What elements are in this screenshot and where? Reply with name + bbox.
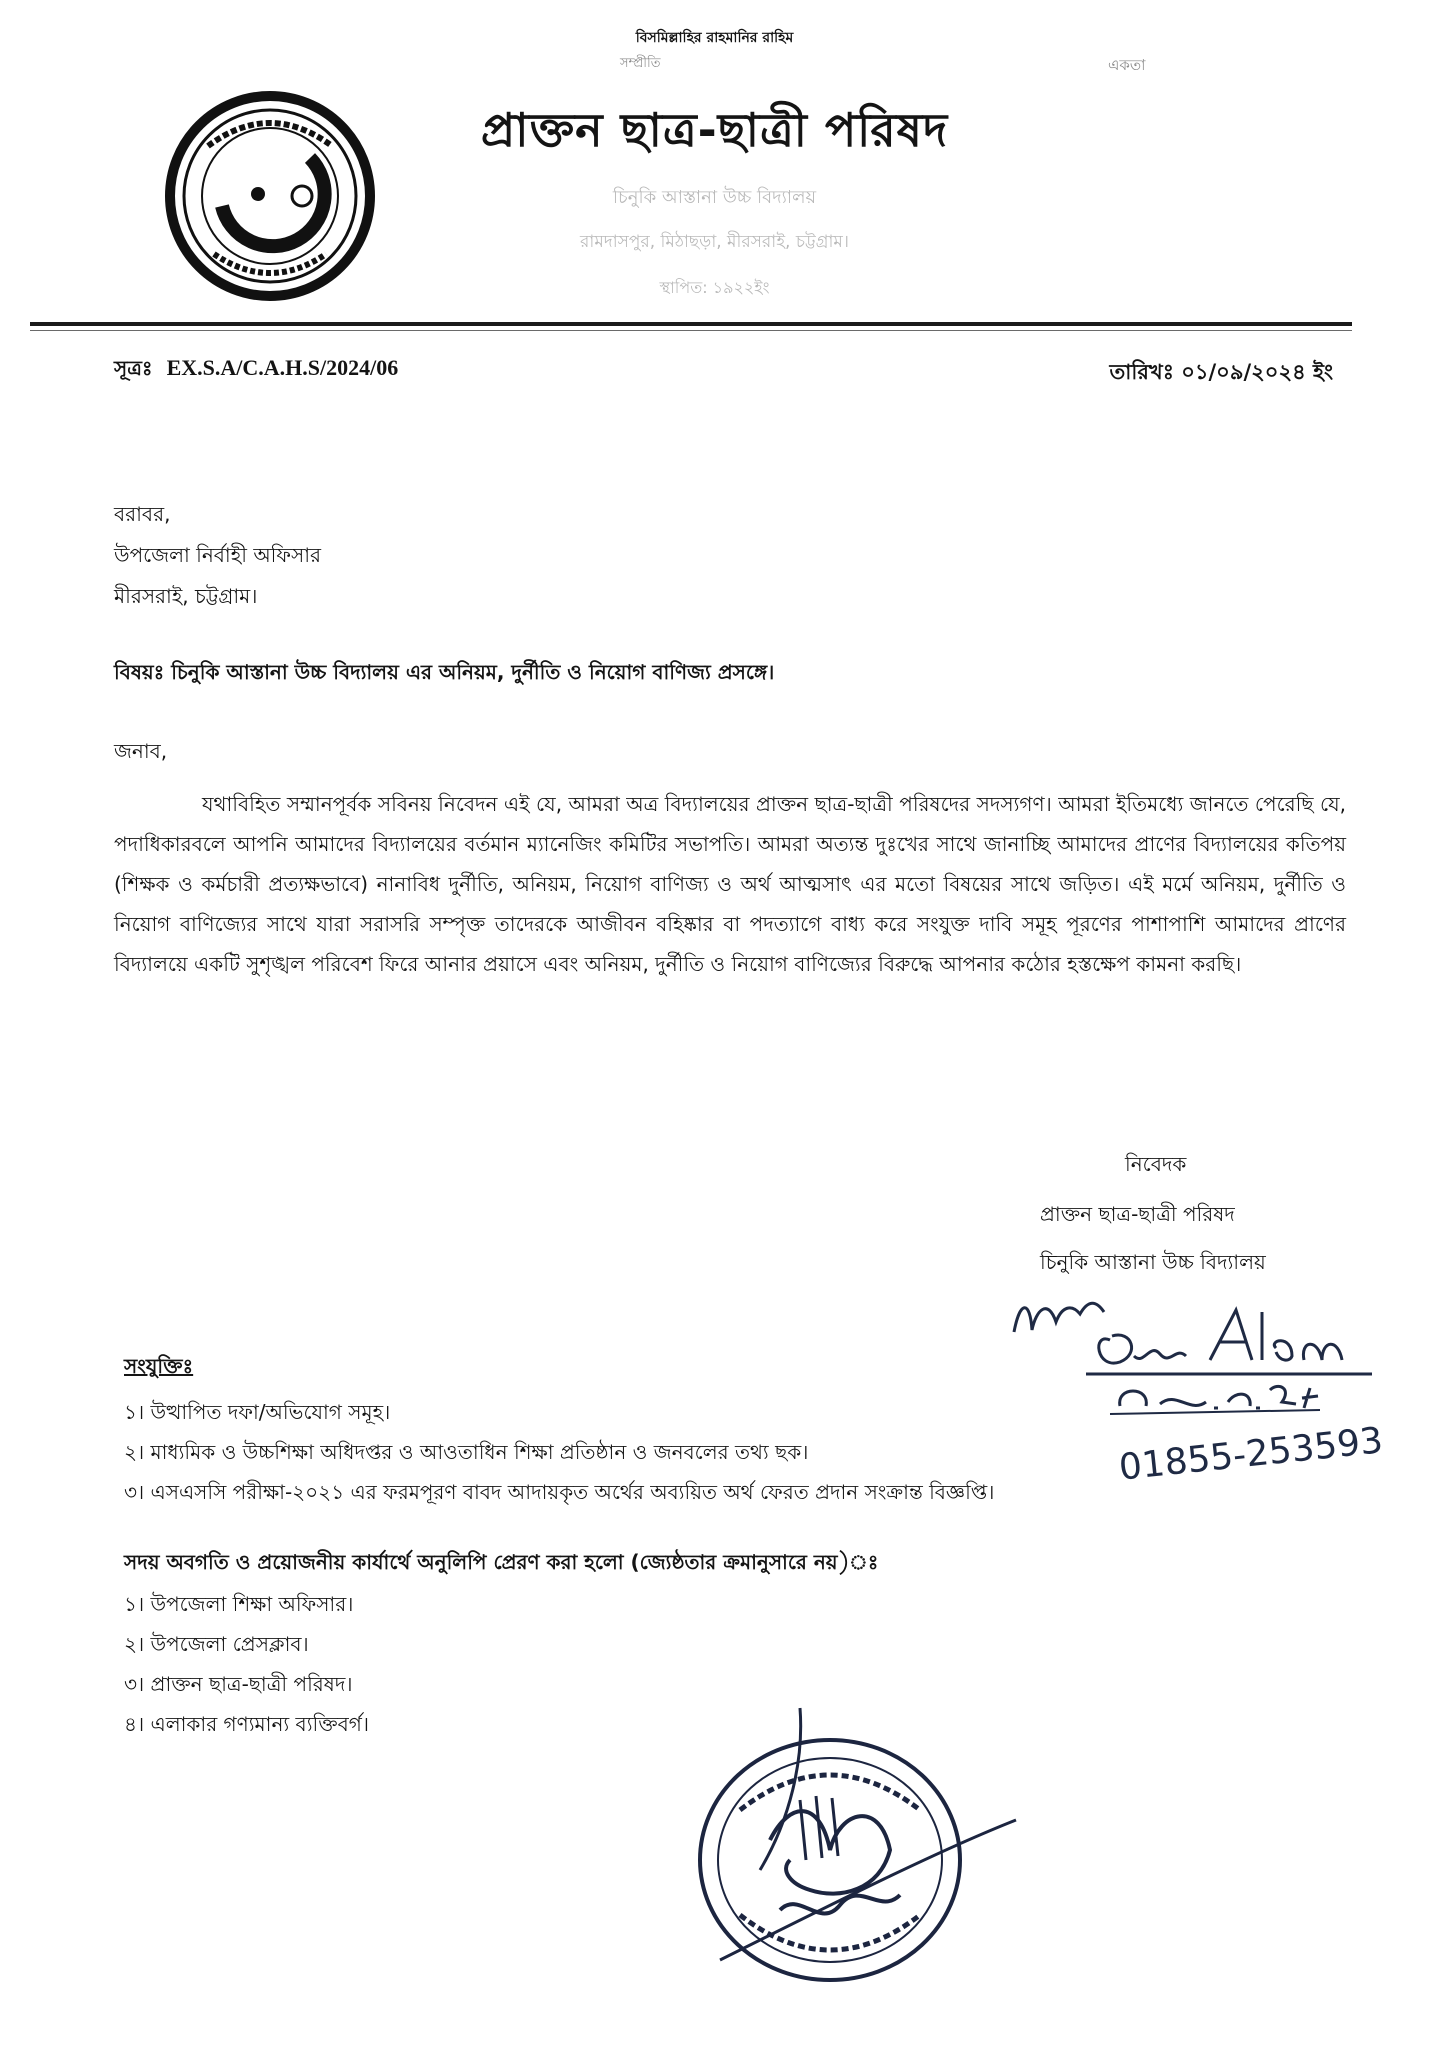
cc-heading: সদয় অবগতি ও প্রয়োজনীয় কার্যার্থে অনুলিপি প্রেরণ করা হলো (জ্যেষ্ঠতার ক্রমানুসারে নয়)ঃ: [124, 1550, 879, 1574]
signature-line-3: চিনুকি আস্তানা উচ্চ বিদ্যালয়: [1040, 1250, 1266, 1274]
header-divider: [30, 322, 1352, 326]
slogan-left: সম্প্রীতি: [620, 56, 661, 71]
school-name: চিনুকি আস্তানা উচ্চ বিদ্যালয়: [612, 187, 817, 208]
attachment-item: ১। উত্থাপিত দফা/অভিযোগ সমূহ।: [124, 1400, 391, 1424]
organization-title: প্রাক্তন ছাত্র-ছাত্রী পরিষদ: [480, 103, 949, 157]
salutation: জনাব,: [114, 739, 168, 763]
reference-value: EX.S.A/C.A.H.S/2024/06: [166, 355, 399, 380]
signature-line-2: প্রাক্তন ছাত্র-ছাত্রী পরিষদ: [1040, 1202, 1235, 1226]
reference-number: [114, 354, 398, 387]
signature-line-1: নিবেদক: [1125, 1152, 1187, 1176]
letter-subject: বিষয়ঃ চিনুকি আস্তানা উচ্চ বিদ্যালয় এর অনিয়ম, দুর্নীতি ও নিয়োগ বাণিজ্য প্রসঙ্গে।: [114, 660, 775, 684]
cc-item: ১। উপজেলা শিক্ষা অফিসার।: [124, 1592, 354, 1616]
header-divider-thin: [30, 330, 1352, 331]
handwritten-signature: [1000, 1270, 1400, 1490]
school-address: রামদাসপুর, মিঠাছড়া, মীরসরাই, চট্টগ্রাম।: [580, 232, 849, 252]
signature-scribble-icon: [1000, 1270, 1400, 1490]
letter-body: যথাবিহিত সম্মানপূর্বক সবিনয় নিবেদন এই যে, আমরা অত্র বিদ্যালয়ের প্রাক্তন ছাত্র-ছাত্রী পরিষদের সদস্যগণ। আমরা ইতিমধ্যে জানতে পেরেছি যে, পদাধিকারবলে আপনি আমাদের বিদ্যালয়ের বর্তমান ম্যানেজিং কমিটির সভাপতি। আমরা অত্যন্ত দুঃখের সাথে জানাচ্ছি আমাদের প্রাণের বিদ্যালয়ের কতিপয় (শিক্ষক ও কর্মচারী প্রত্যক্ষভাবে) নানাবিধ দুর্নীতি, অনিয়ম, নিয়োগ বাণিজ্য ও অর্থ আত্মসাৎ এর মতো বিষয়ের সাথে জড়িত। এই মর্মে অনিয়ম, দুর্নীতি ও নিয়োগ বাণিজ্যের সাথে যারা সরাসরি সম্পৃক্ত তাদেরকে আজীবন বহিষ্কার বা পদত্যাগে বাধ্য করে সংযুক্ত দাবি সমূহ পূরণের পাশাপাশি আমাদের প্রাণের বিদ্যালয়ে একটি সুশৃঙ্খল পরিবেশ ফিরে আনার প্রয়াসে এবং অনিয়ম, দুর্নীতি ও নিয়োগ বাণিজ্যের বিরুদ্ধে আপনার কঠোর হস্তক্ষেপ কামনা করছি।: [114, 792, 1346, 976]
slogan-right: একতা: [1108, 56, 1146, 74]
bismillah-line: বিসমিল্লাহির রাহমানির রাহিম: [635, 30, 794, 46]
recipient-line-2: উপজেলা নির্বাহী অফিসার: [114, 543, 321, 567]
cc-item: ২। উপজেলা প্রেসক্লাব।: [124, 1632, 309, 1656]
established-year: স্থাপিত: ১৯২২ইং: [659, 278, 770, 297]
received-stamp: [680, 1700, 1020, 2000]
letter-date: তারিখঃ ০১/০৯/২০২৪ ইং: [1109, 360, 1333, 384]
attachments-heading: সংযুক্তিঃ: [124, 1354, 194, 1378]
recipient-line-3: মীরসরাই, চট্টগ্রাম।: [114, 584, 258, 608]
recipient-line-1: বরাবর,: [114, 502, 171, 526]
cc-item: ৩। প্রাক্তন ছাত্র-ছাত্রী পরিষদ।: [124, 1672, 353, 1696]
cc-item: ৪। এলাকার গণ্যমান্য ব্যক্তিবর্গ।: [124, 1712, 370, 1736]
attachment-item: ২। মাধ্যমিক ও উচ্চশিক্ষা অধিদপ্তর ও আওতাধিন শিক্ষা প্রতিষ্ঠান ও জনবলের তথ্য ছক।: [124, 1440, 809, 1464]
official-stamp-icon: [680, 1700, 1020, 2000]
svg-text:01855-253593: 01855-253593: [1117, 1420, 1385, 1489]
reference-label: সূত্রঃ: [114, 356, 153, 380]
attachment-item: ৩। এসএসসি পরীক্ষা-২০২১ এর ফরমপূরণ বাবদ আদায়কৃত অর্থের অব্যয়িত অর্থ ফেরত প্রদান সংক্রান্ত বিজ্ঞপ্তি।: [124, 1480, 995, 1504]
